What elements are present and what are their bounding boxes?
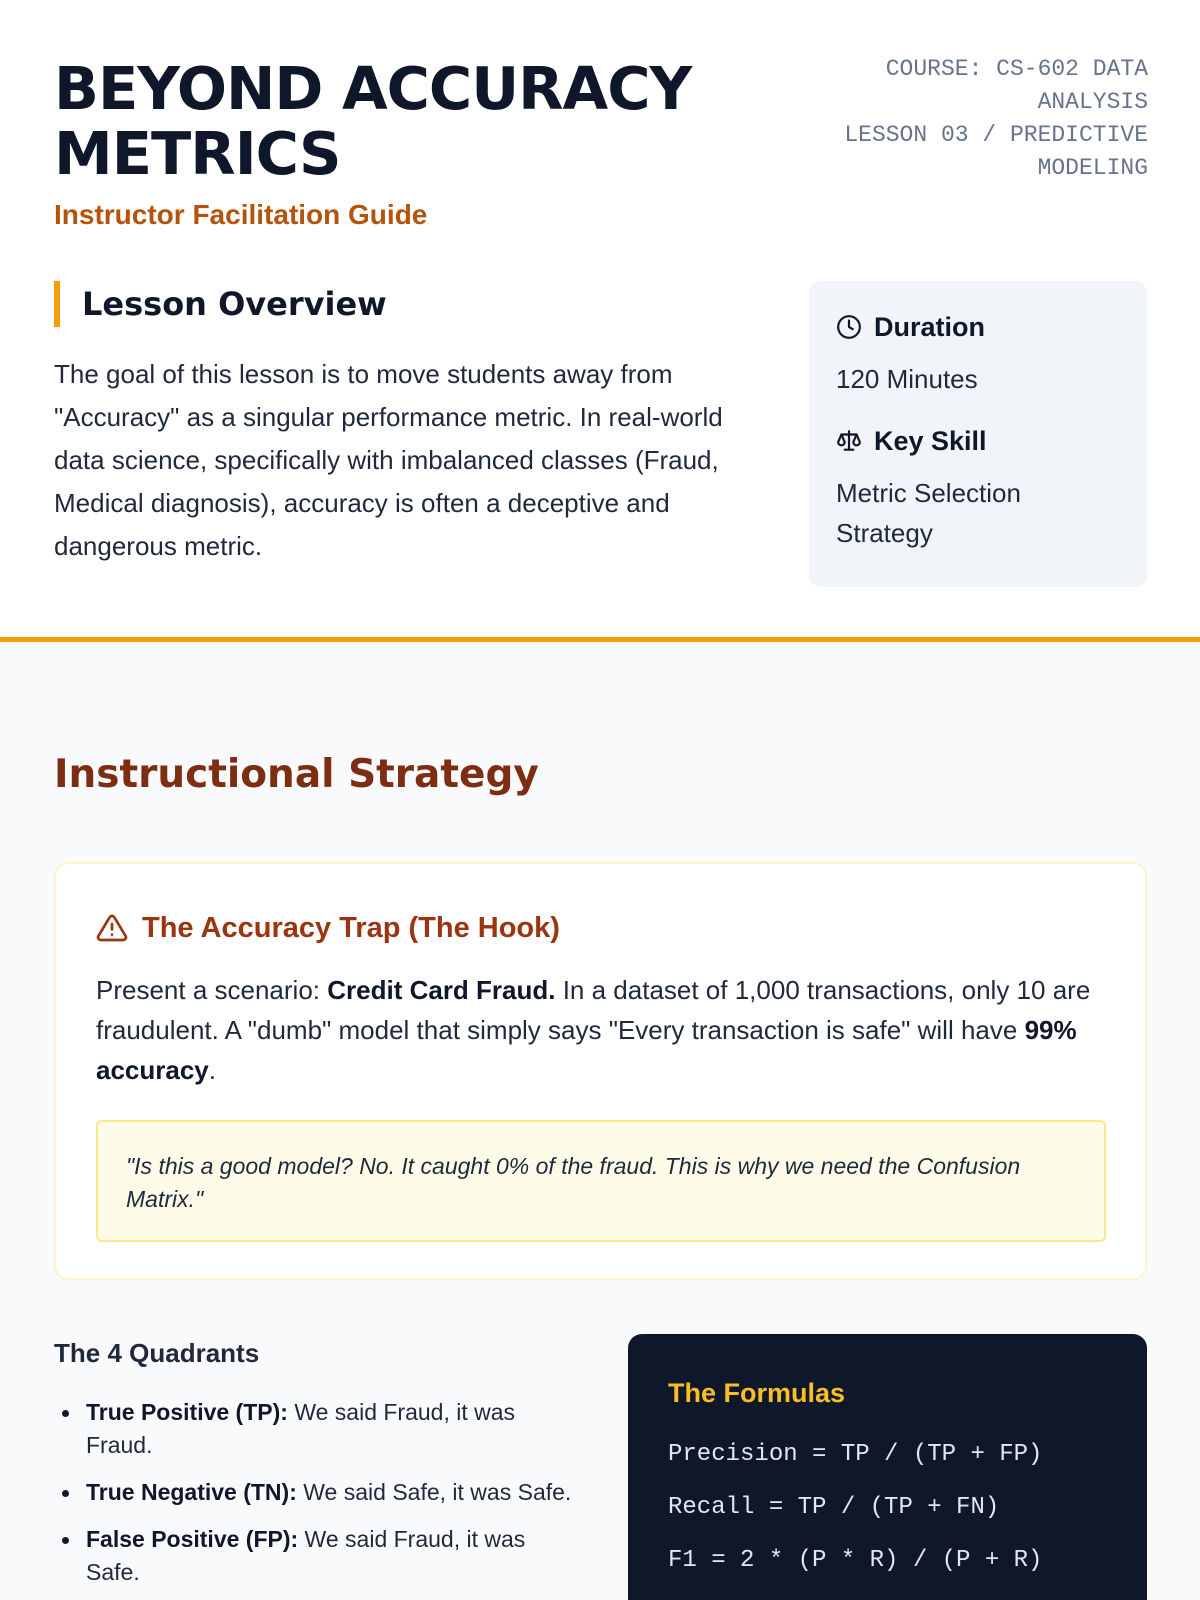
quadrant-desc: We said Safe, it was Safe. (296, 1479, 572, 1505)
lesson-line: LESSON 03 / PREDICTIVE MODELING (844, 122, 1148, 181)
hook-heading: The Accuracy Trap (The Hook) (142, 911, 560, 944)
formulas-heading: The Formulas (668, 1378, 846, 1408)
hook-heading-row (96, 908, 1105, 948)
duration-value: 120 Minutes (836, 364, 978, 394)
header-section (0, 0, 1200, 642)
warning-icon (96, 912, 128, 944)
overview-text: The goal of this lesson is to move students away from "Accuracy" as a singular performance metric. In real-world data science, specifically with imbalanced classes (Fraud, Medical diagnosis), accuracy is often a deceptive and dangerous metric. (54, 359, 723, 561)
hook-quote: "Is this a good model? No. It caught 0% of the fraud. This is why we need the Confusion Matrix." (96, 1120, 1106, 1242)
quadrant-desc: We said Fraud, it was Fraud. (86, 1399, 516, 1458)
formula-precision: Precision = TP / (TP + FP) (668, 1441, 1043, 1468)
quadrants-heading: The 4 Quadrants (54, 1338, 260, 1368)
course-line: COURSE: CS-602 DATA ANALYSIS (885, 56, 1148, 115)
skill-label-row (836, 423, 1120, 459)
quadrant-term: True Positive (TP): (86, 1399, 288, 1425)
skill-value: Metric Selection Strategy (836, 478, 1021, 548)
hook-bold-1: Credit Card Fraud. (327, 975, 556, 1005)
course-info (788, 53, 1148, 185)
quadrant-desc: We said Fraud, it was Safe. (86, 1526, 526, 1585)
hook-card (54, 862, 1147, 1280)
hook-text-2: In a dataset of 1,000 transactions, only 10 are fraudulent. A "dumb" model that simply says "Every transaction is safe" will have (96, 975, 1091, 1045)
quadrant-term: False Positive (FP): (86, 1526, 299, 1552)
skill-label: Key Skill (874, 425, 987, 456)
overview-heading: Lesson Overview (54, 281, 387, 327)
formula-f1: F1 = 2 * (P * R) / (P + R) (668, 1547, 1043, 1574)
scale-icon (836, 428, 862, 454)
hook-text (96, 970, 1106, 1090)
duration-label-row (836, 309, 1120, 345)
page-title: BEYOND ACCURACY METRICS (54, 54, 692, 188)
quadrants-list (54, 1396, 574, 1600)
strategy-section (0, 642, 1200, 1600)
lesson-meta-card (809, 281, 1147, 587)
clock-icon (836, 314, 862, 340)
hook-bold-2: 99% accuracy (96, 1015, 1077, 1085)
formula-recall: Recall = TP / (TP + FN) (668, 1494, 1000, 1521)
hook-text-1: Present a scenario: (96, 975, 328, 1005)
list-item (54, 1476, 574, 1509)
formulas-panel (628, 1334, 1147, 1600)
list-item (54, 1523, 574, 1589)
list-item (54, 1396, 574, 1462)
hook-text-3: . (208, 1055, 216, 1085)
quadrant-term: True Negative (TN): (86, 1479, 297, 1505)
duration-label: Duration (874, 311, 985, 342)
strategy-heading: Instructional Strategy (54, 752, 539, 797)
page-subtitle: Instructor Facilitation Guide (54, 199, 428, 230)
